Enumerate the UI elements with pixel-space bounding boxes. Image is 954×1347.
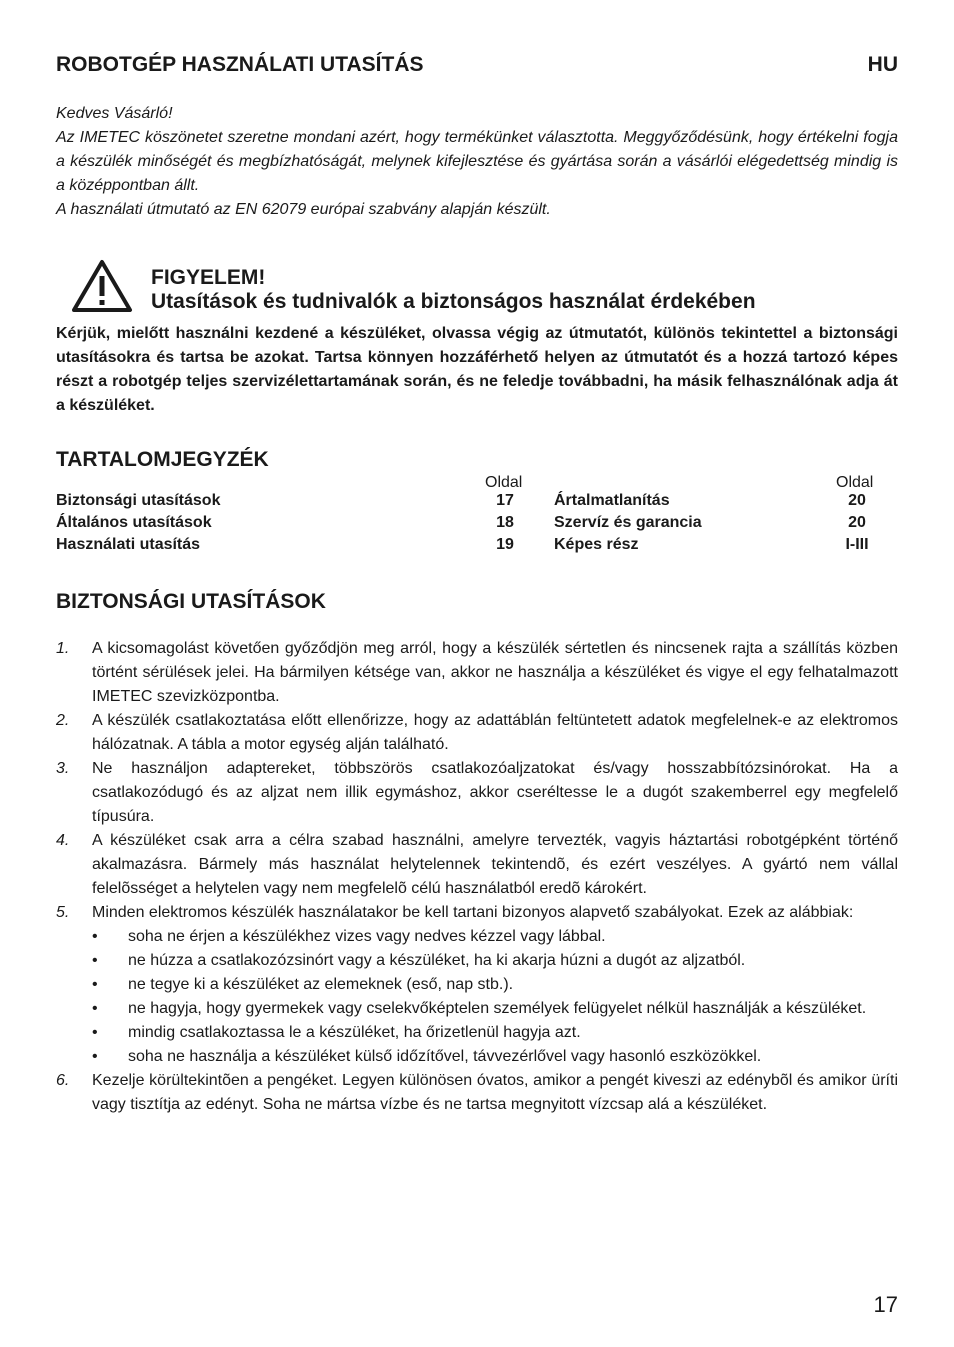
toc-entry-page: 17 bbox=[496, 492, 514, 509]
bullet-text: soha ne használja a készüléket külső időzítővel, távvezérlővel vagy hasonló eszközökkel. bbox=[128, 1048, 762, 1065]
list-number: 1. bbox=[56, 640, 70, 657]
toc-entry-page: 18 bbox=[496, 514, 514, 531]
safety-heading: BIZTONSÁGI UTASÍTÁSOK bbox=[56, 590, 326, 613]
bullet-symbol: • bbox=[92, 1000, 98, 1017]
bullet-list bbox=[92, 925, 898, 1069]
bullet-symbol: • bbox=[92, 1048, 98, 1065]
toc-page-label-left: Oldal bbox=[485, 474, 523, 491]
bullet-item bbox=[92, 949, 898, 973]
intro-standard: A használati útmutató az EN 62079 európai szabvány alapján készült. bbox=[56, 201, 551, 218]
bullet-text: mindig csatlakoztassa le a készüléket, ha őrizetlenül hagyja azt. bbox=[128, 1024, 581, 1041]
safety-instructions-list bbox=[56, 637, 898, 1117]
bullet-item bbox=[92, 1021, 898, 1045]
warning-heading bbox=[151, 266, 756, 314]
toc-entry-page: I-III bbox=[845, 536, 869, 553]
list-text: A készülék csatlakoztatása előtt ellenőrizze, hogy az adattáblán feltüntetett adatok megfelelnek-e az elektromos hálózatnak. A tábla a motor egység alján található. bbox=[92, 712, 898, 753]
list-text: Ne használjon adaptereket, többszörös csatlakozóaljzatokat és/vagy hosszabbítózsinórokat. Ha a csatlakozódugó és az aljzat nem illik egymáshoz, akkor cseréltesse le a dugót szakemberrel egy megfelelő típusúra. bbox=[92, 760, 898, 825]
list-number: 2. bbox=[56, 712, 70, 729]
bullet-symbol: • bbox=[92, 976, 98, 993]
intro-greeting: Kedves Vásárló! bbox=[56, 105, 173, 122]
bullet-symbol: • bbox=[92, 928, 98, 945]
warning-text: Kérjük, mielőtt használni kezdené a készüléket, olvassa végig az útmutatót, különös tekintettel a biztonsági utasításokra és tartsa be azokat. Tartsa könnyen hozzáférhető helyen az útmutatót és a hozzá tartozó képes részt a robotgép teljes szervizélettartamának során, és ne feledje továbbadni, ha másik felhasználónak adja át a készüléket. bbox=[56, 325, 898, 414]
toc-entry-label: Biztonsági utasítások bbox=[56, 492, 221, 509]
bullet-text: ne húzza a csatlakozózsinórt vagy a készüléket, ha ki akarja húzni a dugót az aljzatból. bbox=[128, 952, 746, 969]
toc-entry-label: Ártalmatlanítás bbox=[554, 492, 670, 509]
list-number: 6. bbox=[56, 1072, 70, 1089]
bullet-text: soha ne érjen a készülékhez vizes vagy nedves kézzel vagy lábbal. bbox=[128, 928, 606, 945]
list-item bbox=[56, 901, 898, 1069]
bullet-text: ne tegye ki a készüléket az elemeknek (eső, nap stb.). bbox=[128, 976, 514, 993]
page-header bbox=[56, 53, 898, 79]
warning-subtitle: Utasítások és tudnivalók a biztonságos használat érdekében bbox=[151, 290, 756, 313]
list-text: A készüléket csak arra a célra szabad használni, amelyre tervezték, vagyis háztartási robotgépként történő akalmazásra. Bármely más használat helytelennek tekintendõ, és ezért veszélyes. A gyártó nem vállal felelõsséget a helytelen vagy nem megfelelõ célú használatból eredõ károkért. bbox=[92, 832, 898, 897]
intro-block bbox=[56, 102, 898, 222]
list-number: 4. bbox=[56, 832, 70, 849]
list-item bbox=[56, 829, 898, 901]
toc-entry-page: 20 bbox=[848, 514, 866, 531]
list-item bbox=[56, 1069, 898, 1117]
list-item bbox=[56, 709, 898, 757]
warning-triangle-icon bbox=[70, 258, 134, 314]
list-number: 3. bbox=[56, 760, 70, 777]
list-text: A kicsomagolást követően győződjön meg arról, hogy a készülék sértetlen és nincsenek rajta a szállítás közben történt sérülések jelei. Ha bármilyen kétsége van, akkor ne használja a készüléket és vigye el egy felhatalmazott IMETEC szevizközpontba. bbox=[92, 640, 898, 705]
toc-entry-label: Használati utasítás bbox=[56, 536, 201, 553]
bullet-symbol: • bbox=[92, 952, 98, 969]
toc-entry-page: 20 bbox=[848, 492, 866, 509]
page-number: 17 bbox=[873, 1292, 898, 1317]
warning-title: FIGYELEM! bbox=[151, 266, 266, 289]
bullet-item bbox=[92, 925, 898, 949]
list-item bbox=[56, 637, 898, 709]
toc-entry-label: Szervíz és garancia bbox=[554, 514, 702, 531]
list-number: 5. bbox=[56, 904, 70, 921]
intro-paragraph: Az IMETEC köszönetet szeretne mondani azért, hogy termékünket választotta. Meggyőződésünk, hogy értékelni fogja a készülék minőségét és megbízhatóságát, melynek kifejlesztése és gyártása során a vásárlói elégedettség mindig is a középpontban állt. bbox=[56, 129, 898, 194]
language-code: HU bbox=[867, 53, 898, 76]
toc-entry-label: Általános utasítások bbox=[56, 514, 212, 531]
bullet-item bbox=[92, 997, 898, 1021]
list-text: Minden elektromos készülék használatakor be kell tartani bizonyos alapvető szabályokat. Ezek az alábbiak: bbox=[92, 904, 854, 921]
list-text: Kezelje körültekintõen a pengéket. Legyen különösen óvatos, amikor a pengét kiveszi az edénybõl és amikor üríti vagy tisztítja az edényt. Soha ne mártsa vízbe és ne tartsa megnyitott vízcsap alá a készüléket. bbox=[92, 1072, 898, 1113]
bullet-item bbox=[92, 973, 898, 997]
manual-title: ROBOTGÉP HASZNÁLATI UTASÍTÁS bbox=[56, 53, 424, 76]
toc-entry-page: 19 bbox=[496, 536, 514, 553]
toc-entry-label: Képes rész bbox=[554, 536, 639, 553]
toc-page-label-right: Oldal bbox=[836, 474, 874, 491]
bullet-symbol: • bbox=[92, 1024, 98, 1041]
bullet-item bbox=[92, 1045, 898, 1069]
bullet-text: ne hagyja, hogy gyermekek vagy cselekvőképtelen személyek felügyelet nélkül használják a készüléket. bbox=[128, 1000, 867, 1017]
toc-heading: TARTALOMJEGYZÉK bbox=[56, 448, 269, 471]
list-item bbox=[56, 757, 898, 829]
